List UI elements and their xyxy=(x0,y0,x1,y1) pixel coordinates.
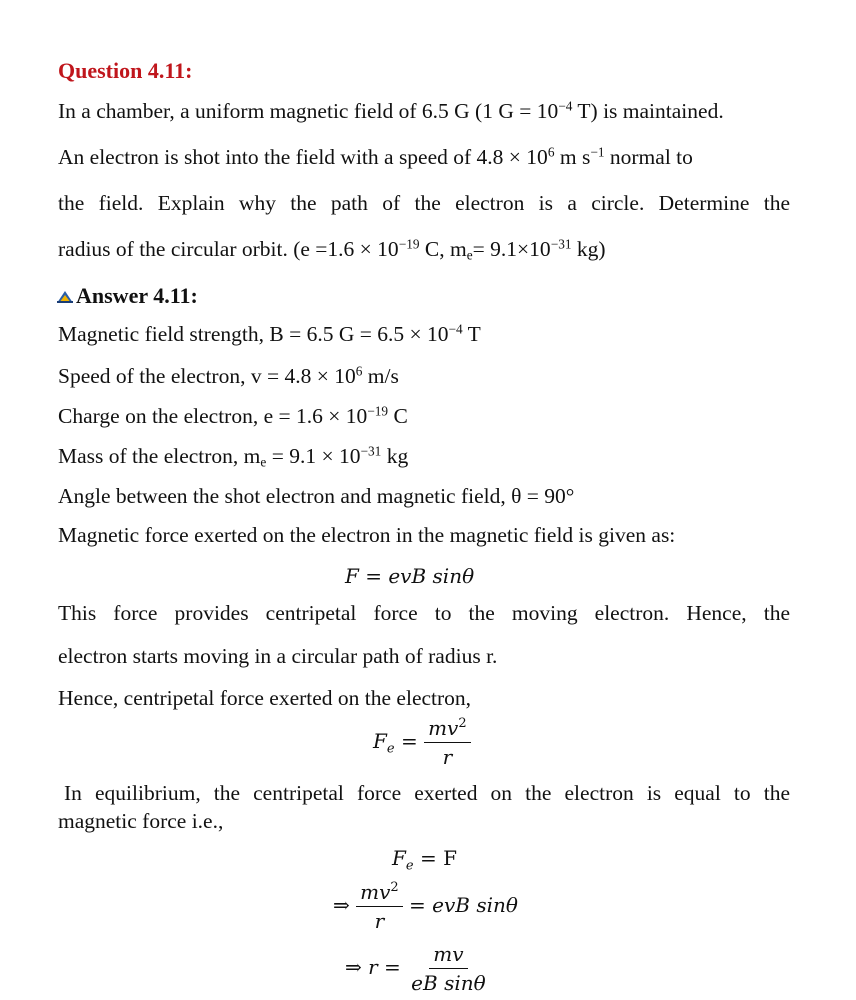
fraction-mv2-over-r: $\frac{mv^2}{r}$ xyxy=(424,716,471,769)
answer-title: Answer 4.11: xyxy=(76,283,198,308)
given-charge: Charge on the electron, $e = 1.6 \times 10^{-19}$ C xyxy=(58,403,408,428)
question-line-4: radius of the circular orbit. ($e =1.6 \times 10^{-19}$ C, $m_e= 9.1\times 10^{-31}$ kg) xyxy=(58,236,606,263)
centripetal-intro: Hence, centripetal force exerted on the electron, xyxy=(58,686,472,710)
equation-force-balance: ⇒ $\frac{mv^2}{r}$ = evB sinθ xyxy=(333,880,518,933)
equation-centripetal-force: $F_e$ = $\frac{mv^2}{r}$ xyxy=(373,716,471,769)
fraction-mv-over-eB: $\frac{mv}{\text{eB sinθ}}$ xyxy=(411,942,486,995)
given-speed: Speed of the electron, $v = 4.8 \times 10^6$ m/s xyxy=(58,363,399,388)
given-mass: Mass of the electron, $m_e = 9.1 \times 10^{-31}$ kg xyxy=(58,443,409,470)
paragraph-equilibrium-2: magnetic force i.e., xyxy=(58,809,224,833)
question-line-2: An electron is shot into the field with a speed of $4.8 \times 10^6$ m $s^{-1}$ normal to xyxy=(58,144,693,169)
force-intro: Magnetic force exerted on the electron in the magnetic field is given as: xyxy=(58,523,676,547)
paragraph-centripetal-2: electron starts moving in a circular path of radius r. xyxy=(58,644,498,668)
paragraph-equilibrium-1: In equilibrium, the centripetal force exerted on the electron is equal to the xyxy=(64,781,790,805)
question-line-3: the field. Explain why the path of the electron is a circle. Determine the xyxy=(58,191,790,215)
given-field-strength: Magnetic field strength, B = 6.5 $G = 6.5 \times 10^{-4}$ T xyxy=(58,321,481,346)
equation-magnetic-force: F = evB sinθ xyxy=(345,564,475,588)
fraction-mv2-over-r-2: $\frac{mv^2}{r}$ xyxy=(356,880,403,933)
given-angle: Angle between the shot electron and magnetic field, θ = 90° xyxy=(58,484,575,508)
equation-equilibrium: $F_e = F$ xyxy=(392,846,457,874)
paragraph-centripetal-1: This force provides centripetal force to the moving electron. Hence, the xyxy=(58,601,790,625)
answer-heading xyxy=(56,283,198,309)
question-title: Question 4.11: xyxy=(58,58,193,83)
equation-radius: ⇒ r = $\frac{mv}{\text{eB sinθ}}$ xyxy=(345,942,490,995)
logo-icon xyxy=(56,290,74,304)
question-line-1: In a chamber, a uniform magnetic field of 6.5 G (1 $G = 10^{-4}$ T) is maintained. xyxy=(58,98,724,123)
